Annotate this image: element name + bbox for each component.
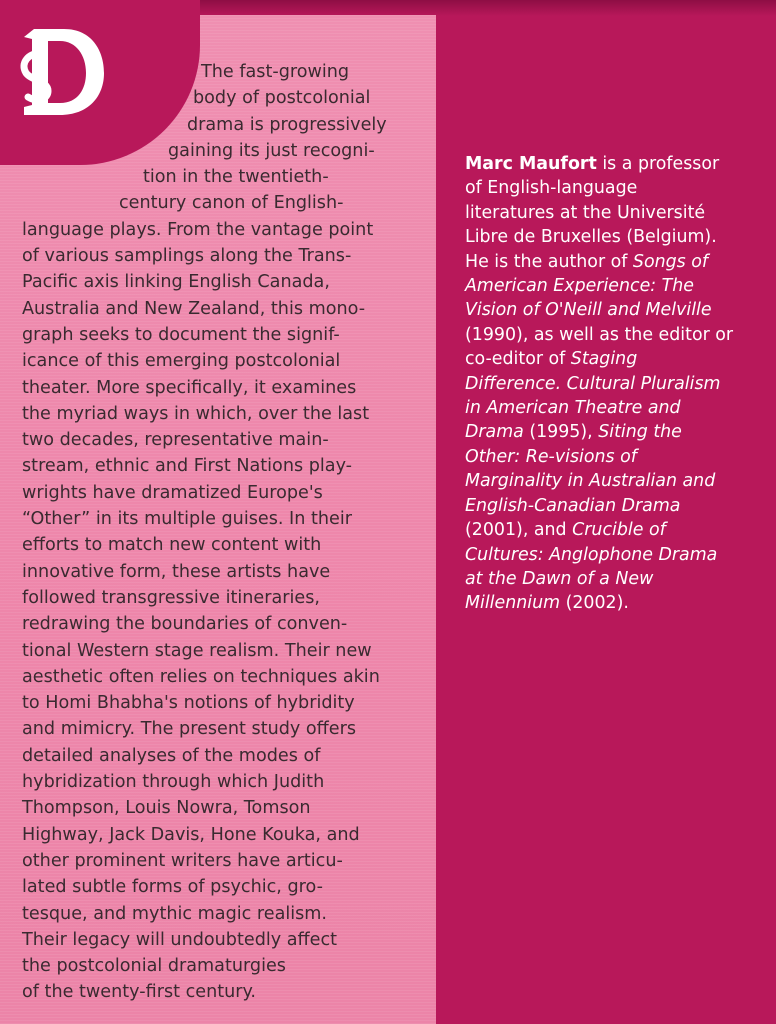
- blurb-line: innovative form, these artists have: [22, 561, 331, 582]
- bio-line: Libre de Bruxelles (Belgium).: [465, 227, 717, 248]
- blurb-line: the postcolonial dramaturgies: [22, 956, 286, 977]
- blurb-line: wrights have dramatized Europe's: [22, 482, 323, 503]
- bio-line: in American Theatre and: [465, 398, 681, 419]
- blurb-line: tesque, and mythic magic realism.: [22, 903, 328, 924]
- bio-line: at the Dawn of a New: [465, 568, 654, 589]
- blurb-line: redrawing the boundaries of conven-: [22, 614, 348, 635]
- blurb-line: graph seeks to document the signif-: [22, 324, 340, 345]
- blurb-line: “Other” in its multiple guises. In their: [22, 509, 352, 530]
- blurb-line: detailed analyses of the modes of: [22, 745, 321, 766]
- blurb-line: theater. More specifically, it examines: [22, 377, 357, 398]
- blurb-line: to Homi Bhabha's notions of hybridity: [22, 693, 355, 714]
- blurb-line: tional Western stage realism. Their new: [22, 640, 372, 661]
- blurb-line: icance of this emerging postcolonial: [22, 351, 341, 372]
- blurb-line: The fast-growing: [201, 62, 350, 82]
- bio-line: Vision of O'Neill and Melville: [465, 300, 712, 321]
- blurb-line: tion in the twentieth-: [143, 167, 329, 188]
- bio-line: Drama (1995), Siting the: [465, 422, 682, 443]
- blurb-line: the myriad ways in which, over the last: [22, 403, 370, 424]
- blurb-line: gaining its just recogni-: [168, 140, 375, 161]
- bio-line: American Experience: The: [465, 276, 694, 297]
- blurb-panel: [0, 15, 436, 1024]
- bio-line: Marc Maufort is a professor: [465, 154, 720, 174]
- author-bio: [465, 152, 765, 616]
- bio-line: Difference. Cultural Pluralism: [465, 373, 721, 394]
- blurb-line: hybridization through which Judith: [22, 772, 325, 793]
- blurb-line: aesthetic often relies on techniques akin: [22, 666, 380, 687]
- blurb-line: century canon of English-: [119, 193, 344, 214]
- blurb-line: stream, ethnic and First Nations play-: [22, 456, 353, 477]
- blurb-line: of the twenty-first century.: [22, 982, 257, 1003]
- blurb-line: other prominent writers have articu-: [22, 850, 343, 871]
- bio-line: Millennium (2002).: [465, 593, 629, 614]
- blurb-line: followed transgressive itineraries,: [22, 587, 320, 608]
- bio-line: Other: Re-visions of: [465, 446, 637, 467]
- blurb-line: Their legacy will undoubtedly affect: [22, 929, 338, 950]
- blurb-line: efforts to match new content with: [22, 535, 322, 556]
- bio-line: co-editor of Staging: [465, 349, 638, 370]
- bio-line: English-Canadian Drama: [465, 495, 681, 516]
- bio-line: of English-language: [465, 178, 638, 199]
- blurb-line: Highway, Jack Davis, Hone Kouka, and: [22, 824, 360, 845]
- author-name: Marc Maufort: [465, 154, 597, 174]
- blurb-line: Australia and New Zealand, this mono-: [22, 298, 366, 319]
- blurb-line: of various samplings along the Trans-: [22, 246, 352, 267]
- blurb-line: two decades, representative main-: [22, 430, 329, 451]
- bio-line: Marginality in Australian and: [465, 471, 716, 492]
- bio-line: (2001), and Crucible of: [465, 520, 666, 541]
- bio-line: Cultures: Anglophone Drama: [465, 544, 718, 565]
- bio-line: literatures at the Université: [465, 202, 706, 223]
- blurb-line: drama is progressively: [187, 114, 387, 135]
- blurb-line: language plays. From the vantage point: [22, 219, 374, 240]
- bio-line: He is the author of Songs of: [465, 251, 709, 272]
- back-cover-blurb: [0, 59, 440, 1006]
- blurb-line: Pacific axis linking English Canada,: [22, 272, 330, 293]
- blurb-line: lated subtle forms of psychic, gro-: [22, 877, 323, 898]
- blurb-line: and mimicry. The present study offers: [22, 719, 357, 740]
- blurb-line: Thompson, Louis Nowra, Tomson: [22, 798, 311, 819]
- blurb-line: body of postcolonial: [193, 88, 371, 109]
- bio-line: (1990), as well as the editor or: [465, 324, 734, 345]
